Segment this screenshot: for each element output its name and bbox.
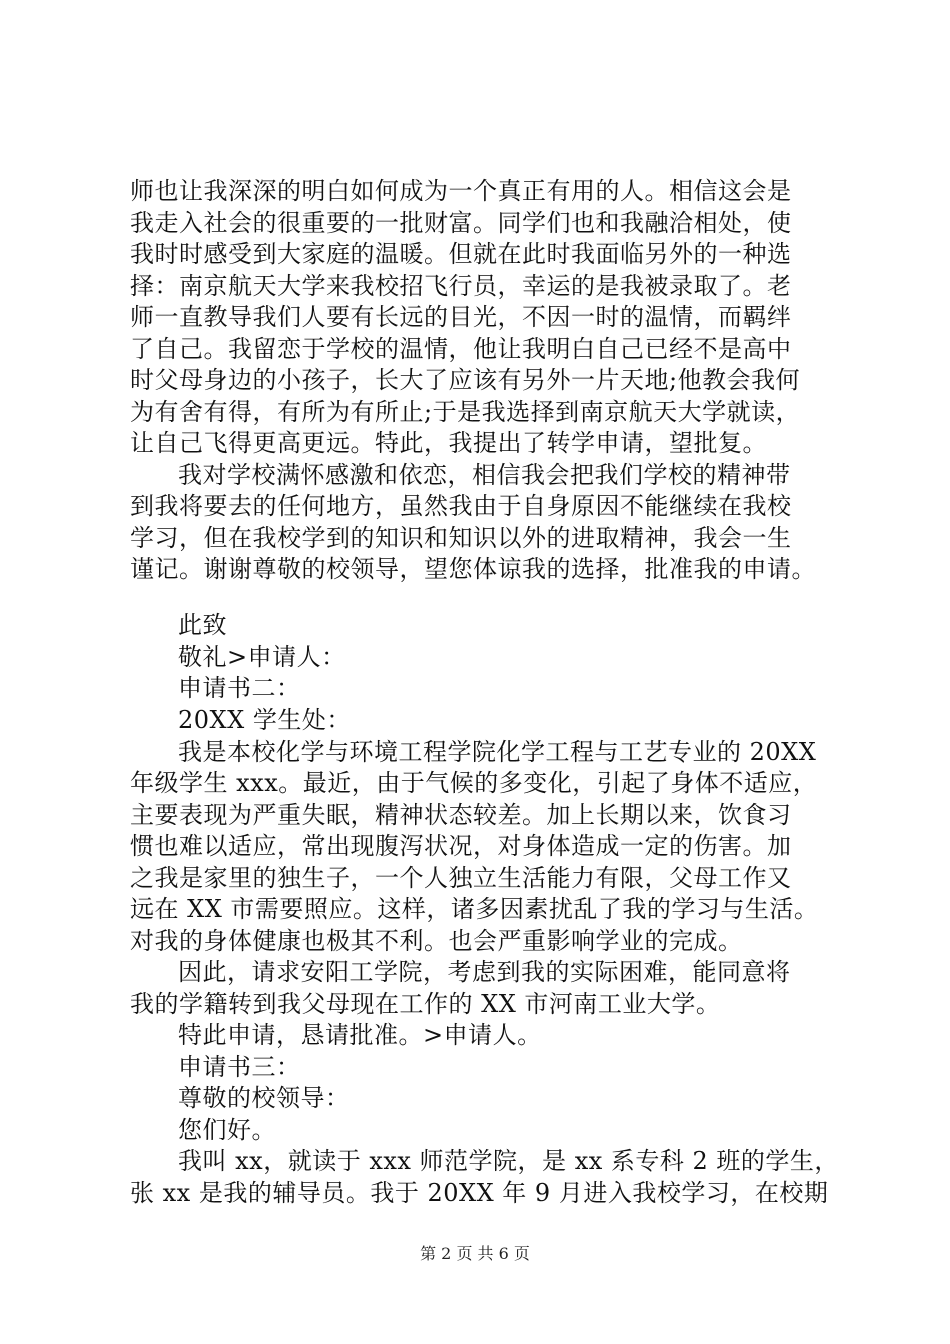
text-line: 谨记。谢谢尊敬的校领导，望您体谅我的选择，批准我的申请。 (130, 555, 816, 583)
text-line: 我时时感受到大家庭的温暖。但就在此时我面临另外的一种选 (130, 240, 792, 268)
text-line: 远在 XX 市需要照应。这样，诸多因素扰乱了我的学习与生活。 (130, 895, 819, 923)
text-line: 主要表现为严重失眠，精神状态较差。加上长期以来，饮食习 (130, 801, 792, 829)
closing-line: 特此申请，恳请批准。>申请人。 (178, 1021, 542, 1049)
text-line: 我的学籍转到我父母现在工作的 XX 市河南工业大学。 (130, 990, 721, 1018)
text-line: 了自己。我留恋于学校的温情，他让我明白自己已经不是高中 (130, 335, 792, 363)
recipient-line: 20XX 学生处： (178, 706, 351, 734)
page-footer: 第 2 页 共 6 页 (420, 1244, 530, 1263)
paragraph-start: 我是本校化学与环境工程学院化学工程与工艺专业的 20XX (178, 738, 817, 766)
section-heading: 申请书二： (178, 674, 301, 702)
text-line: 师一直教导我们人要有长远的目光，不因一时的温情，而羁绊 (130, 303, 792, 331)
text-line: 我叫 xx，就读于 xxx 师范学院，是 xx 系专科 2 班的学生， (178, 1147, 839, 1175)
closing-line: 敬礼>申请人： (178, 643, 346, 671)
section-heading: 申请书三： (178, 1053, 301, 1081)
paragraph-start: 我对学校满怀感激和依恋，相信我会把我们学校的精神带 (178, 461, 791, 489)
text-line: 让自己飞得更高更远。特此，我提出了转学申请，望批复。 (130, 429, 767, 457)
text-line: 学习，但在我校学到的知识和知识以外的进取精神，我会一生 (130, 524, 792, 552)
text-line: 张 xx 是我的辅导员。我于 20XX 年 9 月进入我校学习，在校期 (130, 1179, 829, 1207)
text-line: 师也让我深深的明白如何成为一个真正有用的人。相信这会是 (130, 177, 792, 205)
text-line: 时父母身边的小孩子，长大了应该有另外一片天地;他教会我何 (130, 366, 801, 394)
text-line: 到我将要去的任何地方，虽然我由于自身原因不能继续在我校 (130, 492, 792, 520)
text-line: 我走入社会的很重要的一批财富。同学们也和我融洽相处，使 (130, 209, 792, 237)
salutation-line: 此致 (178, 611, 227, 639)
text-line: 年级学生 xxx。最近，由于气候的多变化，引起了身体不适应， (130, 769, 818, 797)
paragraph-start: 因此，请求安阳工学院，考虑到我的实际困难，能同意将 (178, 958, 791, 986)
text-line: 择：南京航天大学来我校招飞行员，幸运的是我被录取了。老 (130, 272, 792, 300)
text-line: 惯也难以适应，常出现腹泻状况，对身体造成一定的伤害。加 (130, 832, 792, 860)
text-line: 对我的身体健康也极其不利。也会严重影响学业的完成。 (130, 927, 743, 955)
recipient-line: 尊敬的校领导： (178, 1084, 350, 1112)
text-line: 为有舍有得，有所为有所止;于是我选择到南京航天大学就读， (130, 398, 801, 426)
text-line: 您们好。 (178, 1116, 276, 1144)
text-line: 之我是家里的独生子，一个人独立生活能力有限，父母工作又 (130, 864, 792, 892)
